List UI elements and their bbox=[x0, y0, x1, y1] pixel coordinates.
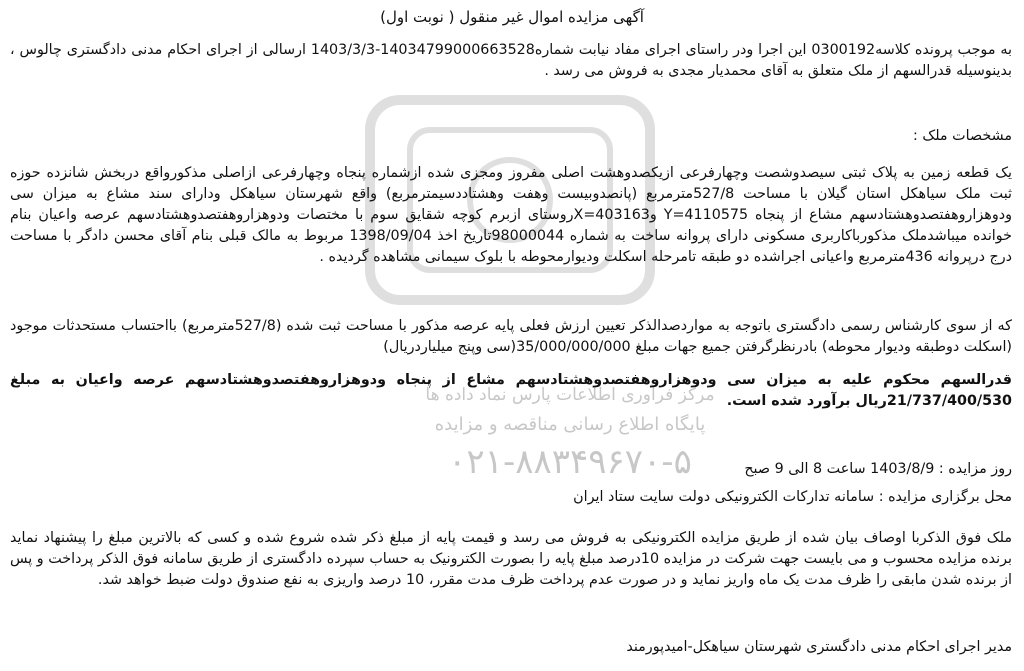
auction-place: محل برگزاری مزایده : سامانه تدارکات الکترونیکی دولت سایت ستاد ایران bbox=[573, 489, 1012, 505]
auction-date: روز مزایده : 1403/8/9 ساعت 8 الی 9 صبح bbox=[744, 461, 1012, 477]
property-description: یک قطعه زمین به پلاک ثبتی سیصدوشصت وچهارفرعی ازیکصدوهشت اصلی مفروز ومجزی شده ازشماره پنجاه وچهارفرعی ازاصلی مذکورواقع دربخش شانزده حوزه ثبت ملک سیاهکل استان گیلان با مساحت 527/8مترمربع (پانصدوبیست وهفت وهشتاددسیمترمربع) واقع شهرستان سیاهکل ودارای سند مشاع به میزان سی ودوهزاروهفتصدوهشتادسهم مشاع از پنجاه Y=4110575 وX=403163روستای ازبرم کوچه شقایق سوم با مختصات ودوهزاروهفتصدوهشتادسهم عرصه واعیان بنام خوانده میباشدملک مذکورباکاربری مسکونی دارای پروانه ساخت به شماره 98000044تاریخ اخذ 1398/09/04 مربوط به مالک قبلی بنام آقای محسن دادگر با مساحت درج درپروانه 436مترمربع واعیانی اجراشده دو طبقه تامرحله اسکلت ودیوارمحوطه با بلوک سیمانی مشاهده گردیده . bbox=[10, 165, 1013, 265]
terms-paragraph: ملک فوق الذکربا اوصاف بیان شده از طریق مزایده الکترونیکی به فروش می رسد و قیمت پایه از مبلغ ذکر شده شروع شده و کسی که بالاترین مبلغ را پیشنهاد نماید برنده مزایده محسوب و می بایست جهت شرکت در مزایده 10درصد مبلغ پایه را بصورت الکترونیک به حساب سپرده دادگستری از طریق سامانه فوق الذکر پرداخت و پس از برنده شدن مابقی را ظرف مدت یک ماه واریز نماید و در صورت عدم پرداخت ظرف مدت مقرر، 10 درصد واریزی به نفع صندوق دولت ضبط خواهد شد. bbox=[10, 530, 1012, 588]
valuation-paragraph: که از سوی کارشناس رسمی دادگستری باتوجه به مواردصدالذکر تعیین ارزش فعلی پایه عرصه مذکور با مساحت ثبت شده (527/8مترمربع) بااحتساب مستحدثات موجود (اسکلت دوطبقه ودیوار محوطه) بادرنظرگرفتن جمیع جهات مبلغ 35/000/000/000(سی وپنج میلیاردریال) bbox=[10, 318, 1012, 355]
watermark-portal: پایگاه اطلاع رسانی مناقصه و مزایده bbox=[434, 414, 706, 435]
watermark-phone: ۰۲۱-۸۸۳۴۹۶۷۰-۵ bbox=[448, 442, 692, 482]
signature-line: مدیر اجرای احکام مدنی دادگستری شهرستان سیاهکل-امیدپورمند bbox=[626, 639, 1012, 655]
share-value-paragraph: قدرالسهم محکوم علیه به میزان سی ودوهزاروهفتصدوهشتادسهم مشاع از پنجاه ودوهزاروهفتصدوهشتادسهم عرصه واعیان به مبلغ 21/737/400/530ریال برآورد شده است. bbox=[10, 372, 1012, 409]
notice-title: آگهی مزایده اموال غیر منقول ( نوبت اول) bbox=[380, 8, 644, 26]
specs-heading: مشخصات ملک : bbox=[913, 128, 1012, 144]
intro-paragraph: به موجب پرونده کلاسه0300192 این اجرا ودر راستای اجرای مفاد نیابت شماره14034799000663528-1403/3/3 ارسالی از اجرای احکام مدنی دادگستری چالوس ، بدینوسیله قدرالسهم از ملک متعلق به آقای محمدیار مجدی به فروش می رسد . bbox=[10, 42, 1012, 79]
watermark-company: مرکز فرآوری اطلاعات پارس نماد داده ها bbox=[425, 385, 715, 405]
